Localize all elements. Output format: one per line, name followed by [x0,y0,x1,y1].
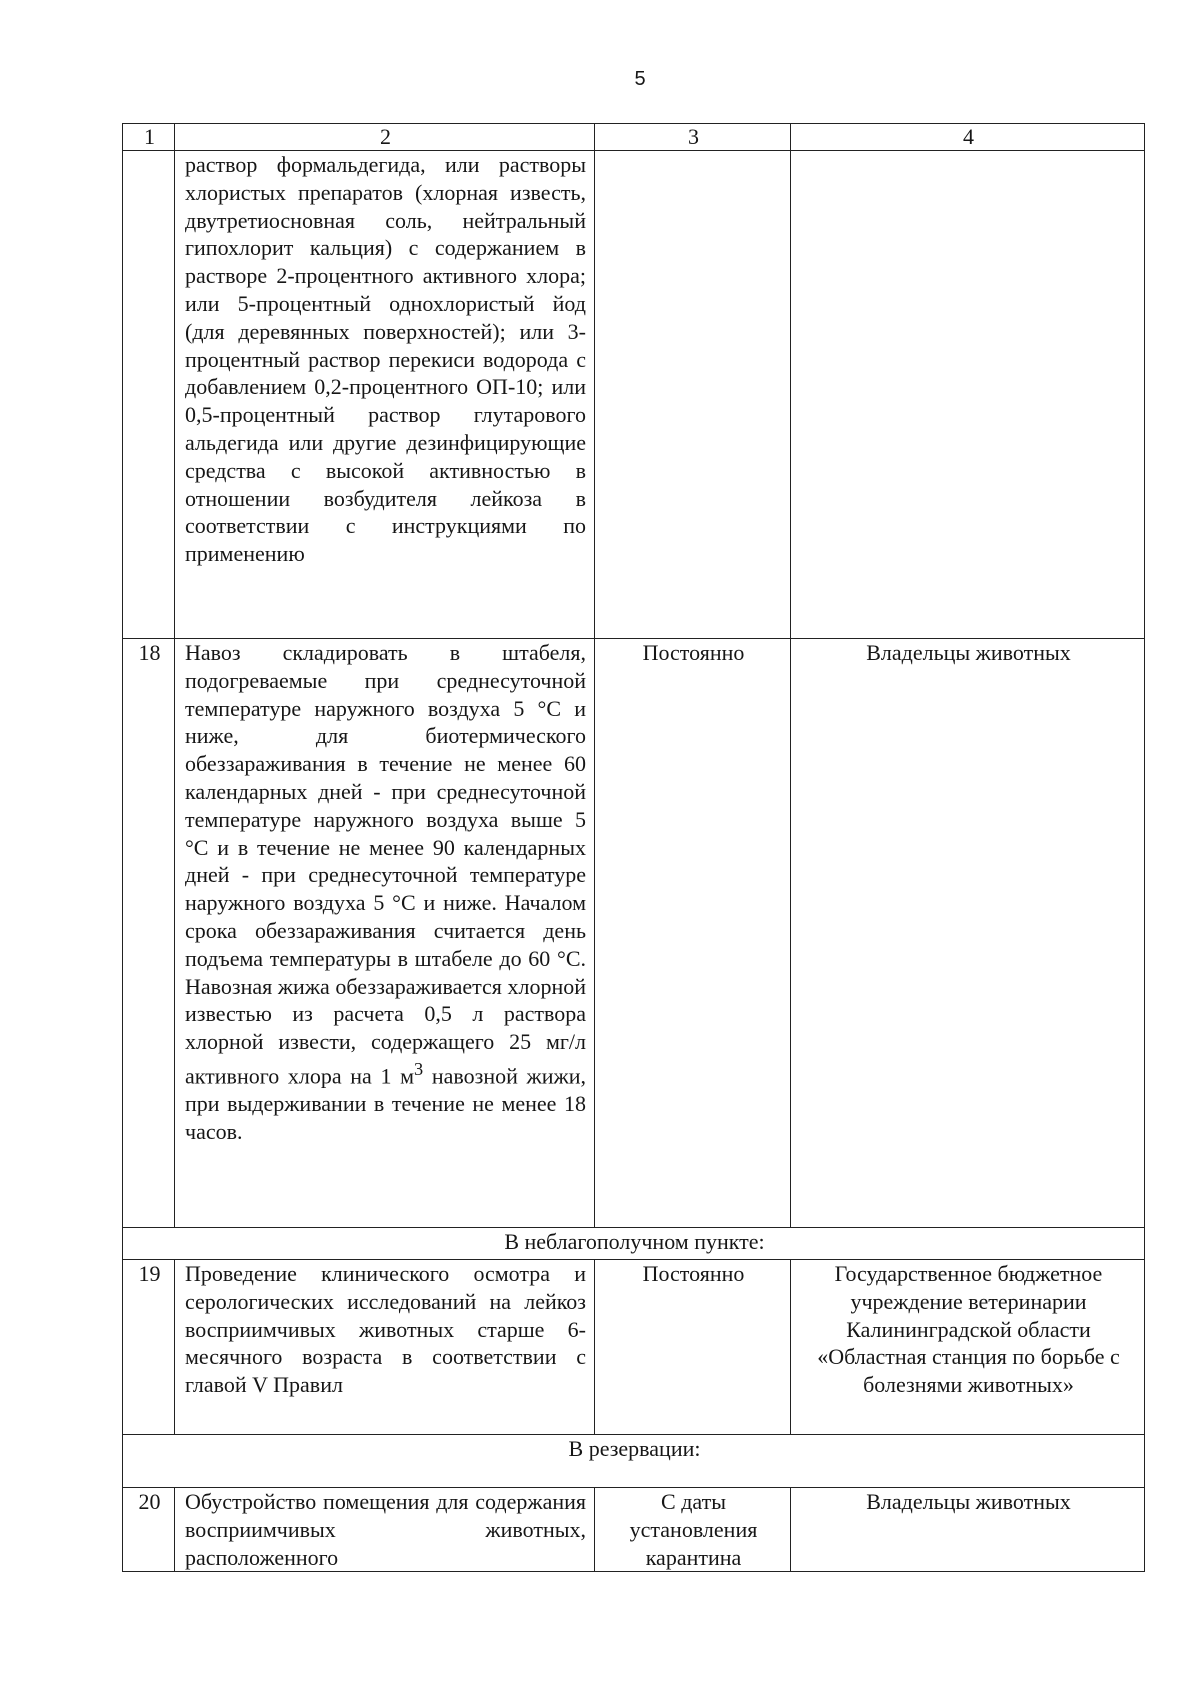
header-col-3: 3 [595,124,791,151]
term-cell: Постоянно [595,639,791,1228]
responsible-cell [791,151,1145,639]
term-cell: С даты установления карантина [595,1488,791,1572]
responsible-cell: Владельцы животных [791,639,1145,1228]
row-number: 19 [123,1260,175,1435]
row-number [123,151,175,639]
measure-text-end: навозной жижи, при выдерживании в течение не менее 18 часов. [185,1063,587,1144]
measure-text-main: Навоз складировать в штабеля, подогреваемые при среднесуточной температуре наружного воздуха 5 °С и ниже, для биотермического обеззараживания в течение не менее 60 календарных дней - при среднесуточной температуре наружного воздуха выше 5 °С и в течение не менее 90 календарных дней - при среднесуточной температуре наружного воздуха 5 °С и ниже. Началом срока обеззараживания считается день подъема температуры в штабеле до 60 °С. Навозная жижа обеззараживается хлорной известью из расчета 0,5 л раствора хлорной извести, содержащего 25 мг/л активного хлора на 1 м [185,640,586,1089]
measure-text: Проведение клинического осмотра и серологических исследований на лейкоз восприимчивых животных старше 6-месячного возраста в соответствии с главой V Правил [175,1260,595,1435]
measures-table [122,123,1145,1572]
term-cell: Постоянно [595,1260,791,1435]
row-number: 18 [123,639,175,1228]
measure-text [175,639,595,1228]
responsible-cell: Владельцы животных [791,1488,1145,1572]
unit-superscript: 3 [414,1058,424,1079]
table-row [123,1260,1145,1435]
section-row [123,1435,1145,1488]
table-row [123,151,1145,639]
table-row [123,639,1145,1228]
section-row [123,1228,1145,1260]
table-row [123,1488,1145,1572]
page-number: 5 [634,68,646,90]
section-title: В неблагополучном пункте: [123,1228,1145,1260]
term-cell [595,151,791,639]
measure-text: раствор формальдегида, или растворы хлористых препаратов (хлорная известь, двутретиосновная соль, нейтральный гипохлорит кальция) с содержанием в растворе 2-процентного активного хлора; или 5-процентный однохлористый йод (для деревянных поверхностей); или 3-процентный раствор перекиси водорода с добавлением 0,2-процентного ОП-10; или 0,5-процентный раствор глутарового альдегида или другие дезинфицирующие средства с высокой активностью в отношении возбудителя лейкоза в соответствии с инструкциями по применению [175,151,595,639]
row-number: 20 [123,1488,175,1572]
header-col-2: 2 [175,124,595,151]
header-col-4: 4 [791,124,1145,151]
header-col-1: 1 [123,124,175,151]
measure-text: Обустройство помещения для содержания восприимчивых животных, расположенного [175,1488,595,1572]
responsible-cell: Государственное бюджетное учреждение ветеринарии Калининградской области «Областная станция по борьбе с болезнями животных» [791,1260,1145,1435]
section-title: В резервации: [123,1435,1145,1488]
table-header-row [123,124,1145,151]
